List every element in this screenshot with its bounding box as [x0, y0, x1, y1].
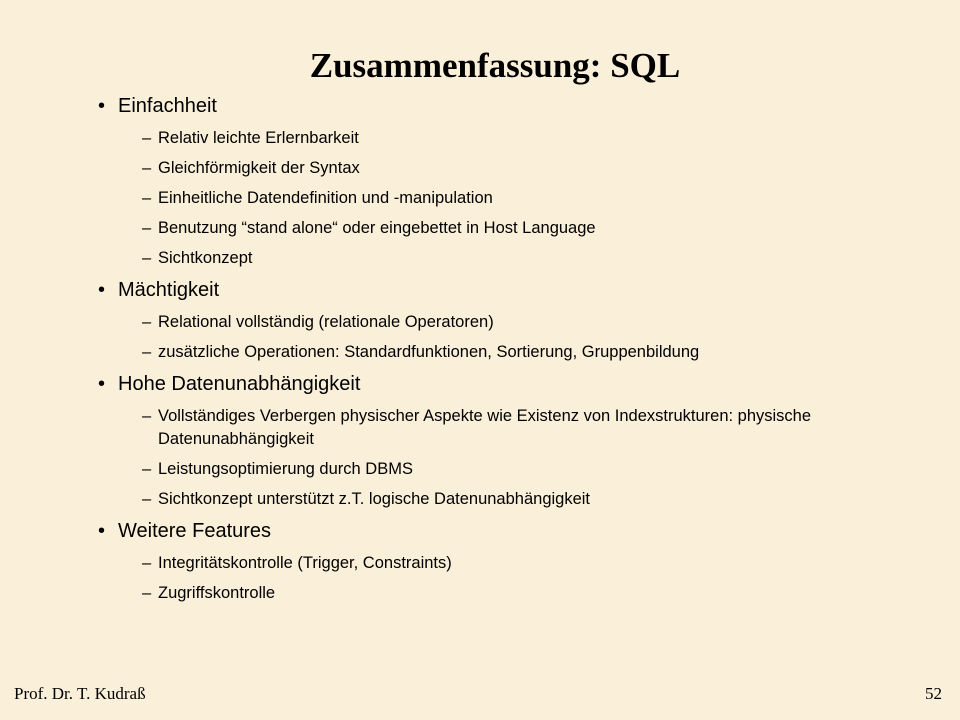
list-item-text: Sichtkonzept unterstützt z.T. logische Datenunabhängigkeit — [158, 490, 591, 508]
dash-icon: – — [142, 129, 152, 147]
dash-icon: – — [142, 219, 152, 237]
bullet-icon: • — [98, 279, 106, 301]
list-item-text: Relativ leichte Erlernbarkeit — [158, 129, 359, 147]
section-heading — [98, 276, 918, 304]
list-item — [98, 311, 918, 334]
list-item — [98, 341, 918, 364]
dash-icon: – — [142, 159, 152, 177]
dash-icon: – — [142, 490, 152, 508]
dash-icon: – — [142, 407, 152, 425]
list-item-text: Integritätskontrolle (Trigger, Constraints) — [158, 554, 452, 572]
list-item — [98, 582, 918, 605]
section-heading-text: Mächtigkeit — [118, 279, 220, 301]
dash-icon: – — [142, 554, 152, 572]
slide-title: Zusammenfassung: SQL — [309, 46, 681, 85]
list-item — [98, 187, 918, 210]
list-item — [98, 157, 918, 180]
list-item — [98, 217, 918, 240]
section-heading-text: Hohe Datenunabhängigkeit — [118, 373, 361, 395]
dash-icon: – — [142, 584, 152, 602]
bullet-icon: • — [98, 373, 106, 395]
dash-icon: – — [142, 460, 152, 478]
section-heading — [98, 92, 918, 120]
section-heading — [98, 370, 918, 398]
list-item — [98, 247, 918, 270]
list-item-text: Sichtkonzept — [158, 249, 253, 267]
list-item-text: Einheitliche Datendefinition und -manipulation — [158, 189, 493, 207]
page-number: 52 — [925, 684, 942, 703]
list-item-text: Relational vollständig (relationale Operatoren) — [158, 313, 494, 331]
dash-icon: – — [142, 343, 152, 361]
list-item-text: zusätzliche Operationen: Standardfunktionen, Sortierung, Gruppenbildung — [158, 343, 700, 361]
list-item — [98, 127, 918, 150]
dash-icon: – — [142, 313, 152, 331]
list-item — [98, 488, 918, 511]
list-item-text: Gleichförmigkeit der Syntax — [158, 159, 360, 177]
bullet-icon: • — [98, 520, 106, 542]
section-heading-text: Weitere Features — [118, 520, 272, 542]
list-item-text: Vollständiges Verbergen physischer Aspekte wie Existenz von Indexstrukturen: physische Datenunabhängigkeit — [158, 407, 812, 448]
list-item-text: Zugriffskontrolle — [158, 584, 276, 602]
list-item-text: Benutzung “stand alone“ oder eingebettet in Host Language — [158, 219, 596, 237]
dash-icon: – — [142, 189, 152, 207]
section-heading-text: Einfachheit — [118, 95, 217, 117]
section-heading — [98, 517, 918, 545]
bullet-icon: • — [98, 95, 106, 117]
list-item-text: Leistungsoptimierung durch DBMS — [158, 460, 413, 478]
list-item — [98, 405, 918, 451]
list-item — [98, 458, 918, 481]
dash-icon: – — [142, 249, 152, 267]
footer-author: Prof. Dr. T. Kudraß — [14, 684, 146, 703]
list-item — [98, 552, 918, 575]
slide-content — [98, 92, 918, 605]
